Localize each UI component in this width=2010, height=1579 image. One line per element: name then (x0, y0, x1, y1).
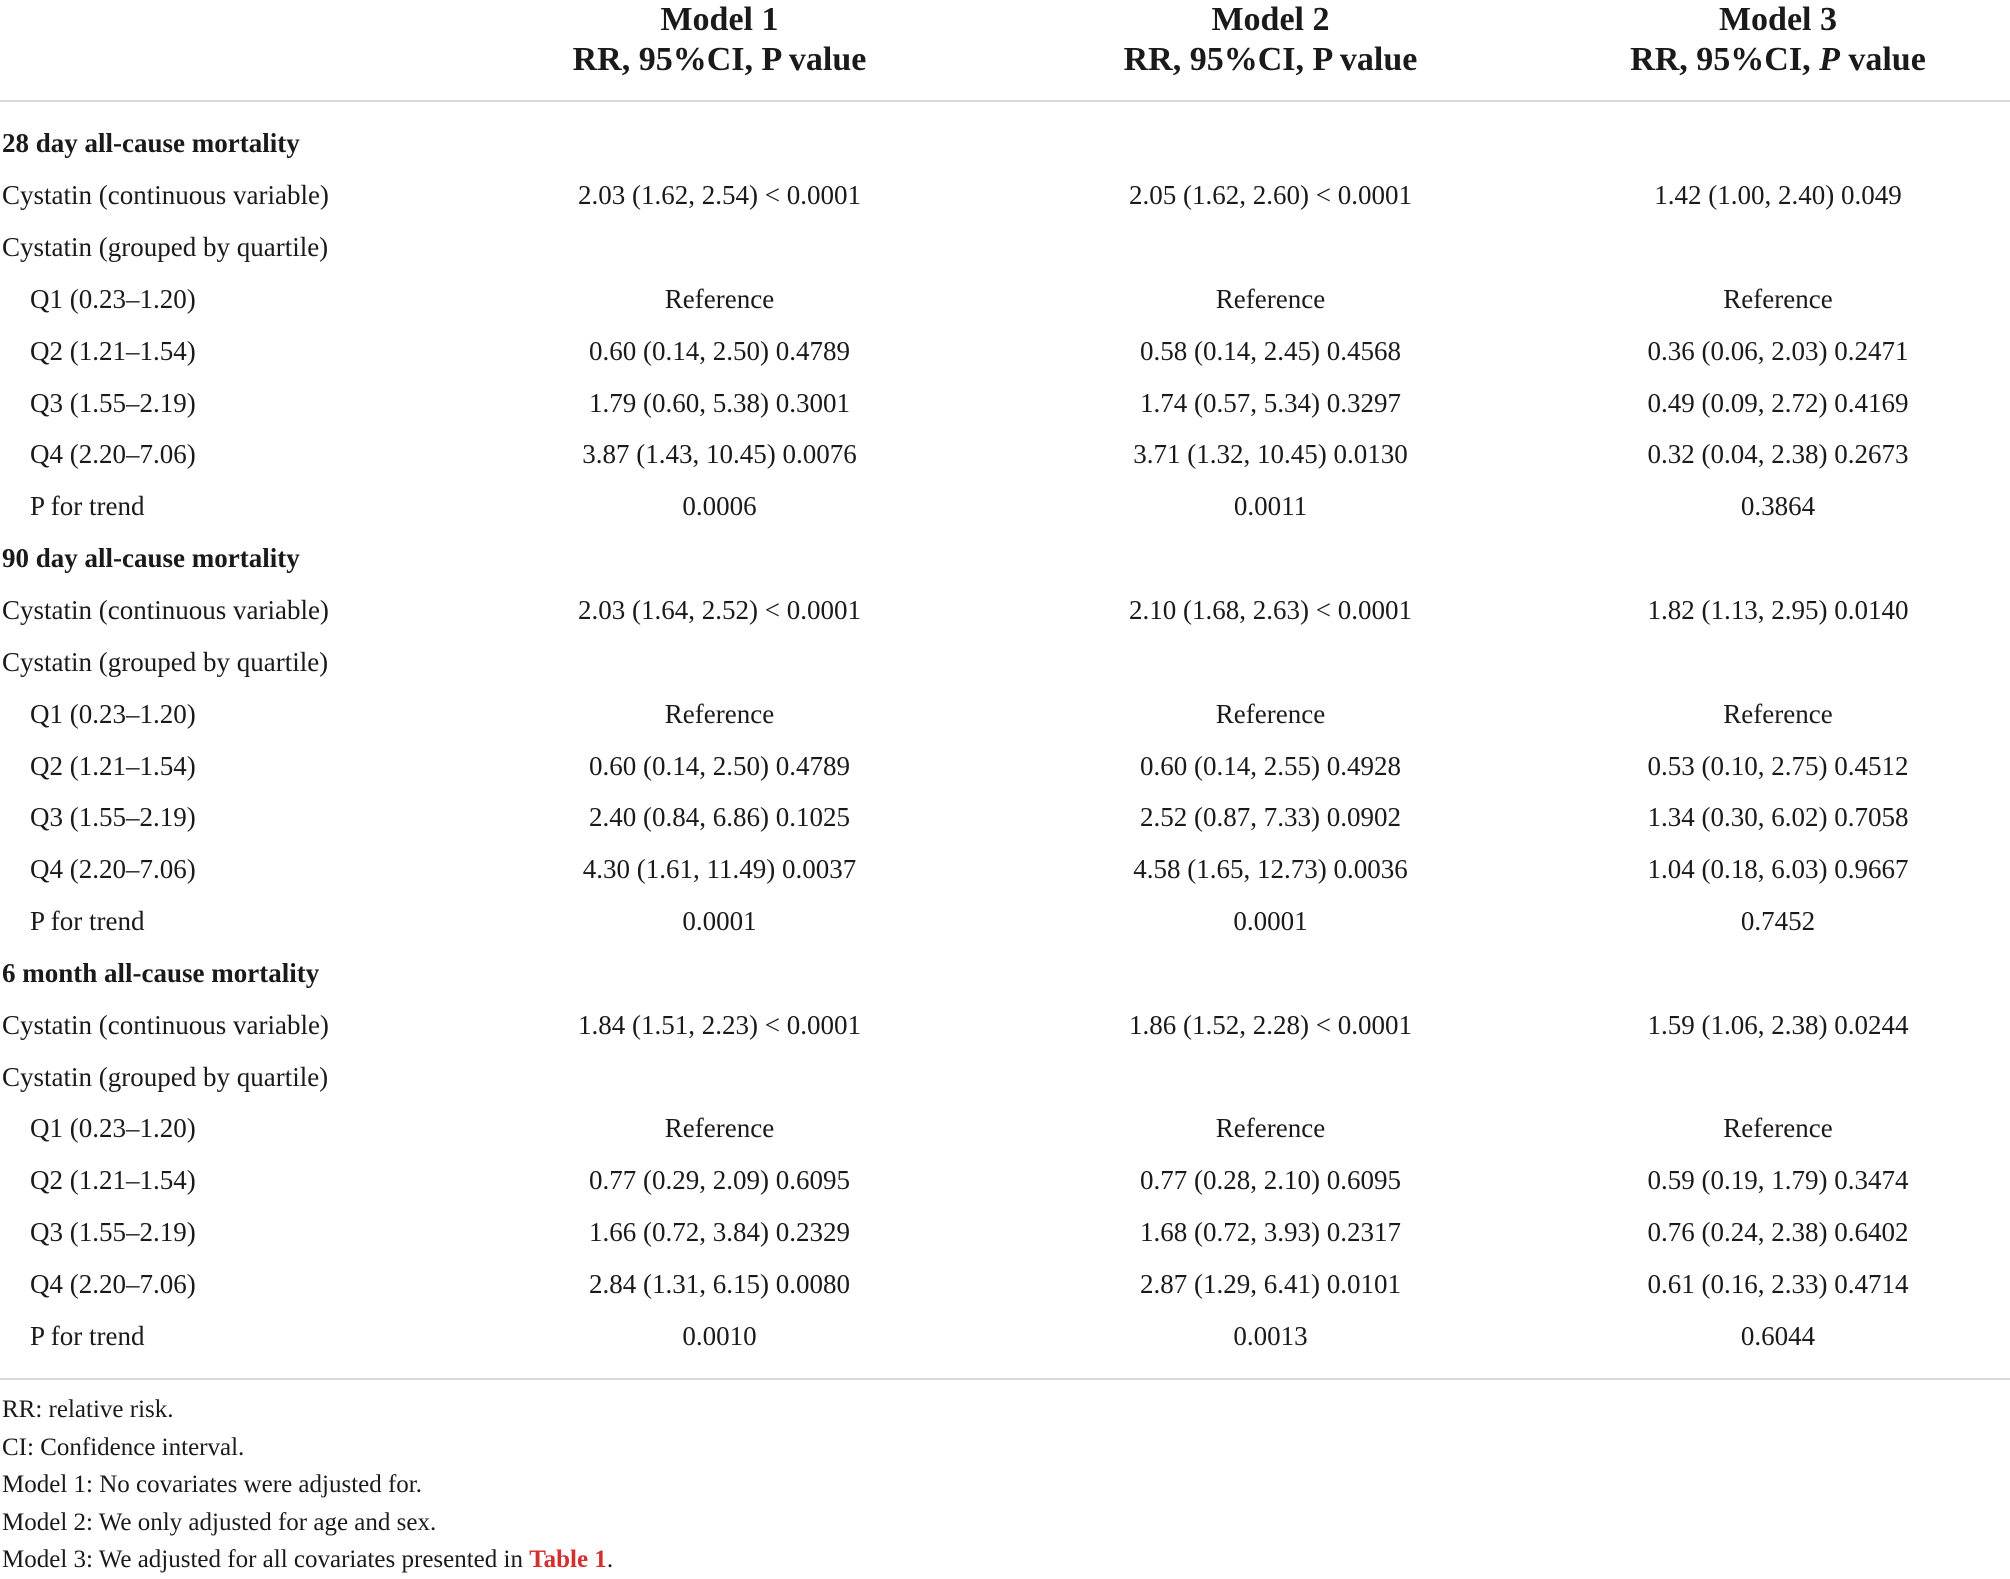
model-1-value: 1.66 (0.72, 3.84) 0.2329 (589, 1217, 850, 1248)
model-2-value: 0.60 (0.14, 2.55) 0.4928 (1140, 750, 1401, 781)
model-3-value: 1.59 (1.06, 2.38) 0.0244 (1647, 1009, 1909, 1040)
model-1-value: 2.84 (1.31, 6.15) 0.0080 (589, 1268, 850, 1299)
footnotes (2, 1391, 613, 1579)
row-label: Q4 (2.20–7.06) (30, 854, 196, 885)
header-model-1 (444, 0, 995, 101)
table-row (0, 1310, 2010, 1362)
model-2-value: 1.68 (0.72, 3.93) 0.2317 (1140, 1217, 1401, 1248)
model-3-value (1546, 1051, 2010, 1103)
model-3-value: 1.82 (1.13, 2.95) 0.0140 (1647, 595, 1909, 626)
table-row (0, 636, 2010, 688)
section-spacer (0, 101, 2010, 118)
row-label: Cystatin (continuous variable) (2, 595, 329, 626)
table-row (0, 170, 2010, 222)
row-label: Q2 (1.21–1.54) (30, 335, 196, 366)
row-label: Q3 (1.55–2.19) (30, 802, 196, 833)
section-header-row (0, 118, 2010, 170)
model-2-value (995, 1051, 1546, 1103)
model-2-subtitle: RR, 95%CI, P value (1123, 41, 1418, 78)
table-row (0, 1207, 2010, 1259)
model-3-value: 0.53 (0.10, 2.75) 0.4512 (1647, 750, 1909, 781)
model-3-title: Model 3 (1718, 1, 1838, 38)
row-label: Q4 (2.20–7.06) (30, 1268, 196, 1299)
model-2-value: Reference (1215, 1113, 1326, 1144)
section-title: 90 day all-cause mortality (2, 543, 300, 574)
table-row (0, 792, 2010, 844)
table-row (0, 999, 2010, 1051)
model-3-value: Reference (1723, 283, 1833, 314)
row-label: Q2 (1.21–1.54) (30, 1165, 196, 1196)
header-model-3 (1546, 0, 2010, 101)
model-3-value: 0.3864 (1740, 491, 1816, 522)
model-1-value: 4.30 (1.61, 11.49) 0.0037 (582, 854, 857, 885)
footer-divider (0, 1378, 2010, 1380)
table-row (0, 1051, 2010, 1103)
model-3-value (1546, 636, 2010, 688)
model-3-value: Reference (1723, 698, 1833, 729)
header-row-label (0, 0, 444, 101)
model-2-value: Reference (1215, 698, 1326, 729)
table-row (0, 325, 2010, 377)
table-row (0, 274, 2010, 326)
model-1-title: Model 1 (660, 1, 779, 38)
spacer-cell (0, 101, 2010, 118)
model-2-value: 3.71 (1.32, 10.45) 0.0130 (1133, 439, 1408, 470)
model-3-value: 1.42 (1.00, 2.40) 0.049 (1654, 180, 1902, 211)
model-3-subtitle-suffix: value (1839, 41, 1926, 78)
row-label: Cystatin (continuous variable) (2, 1009, 329, 1040)
section-header-row (0, 948, 2010, 1000)
model-1-value: 0.0001 (682, 906, 757, 937)
row-label: Q3 (1.55–2.19) (30, 387, 196, 418)
model-2-title: Model 2 (1211, 1, 1330, 38)
row-label: P for trend (30, 1320, 145, 1351)
table-row (0, 688, 2010, 740)
model-1-value: 0.77 (0.29, 2.09) 0.6095 (589, 1165, 850, 1196)
model-2-value: 0.0001 (1233, 906, 1308, 937)
footnote-model-3-text: Model 3: We adjusted for all covariates presented in (2, 1546, 530, 1573)
model-2-value: 0.58 (0.14, 2.45) 0.4568 (1140, 335, 1401, 366)
model-1-value: 2.40 (0.84, 6.86) 0.1025 (589, 802, 850, 833)
model-3-value: 0.7452 (1740, 906, 1816, 937)
footnote-model-1: Model 1: No covariates were adjusted for. (2, 1471, 423, 1498)
footnote-rr: RR: relative risk. (2, 1396, 174, 1423)
model-3-value: 1.34 (0.30, 6.02) 0.7058 (1647, 802, 1909, 833)
model-1-value (444, 636, 995, 688)
model-3-subtitle-p: P (1819, 41, 1840, 78)
header-model-2 (995, 0, 1546, 101)
model-1-value: 1.84 (1.51, 2.23) < 0.0001 (578, 1009, 861, 1040)
model-2-value: 2.05 (1.62, 2.60) < 0.0001 (1129, 180, 1412, 211)
model-2-value: 2.87 (1.29, 6.41) 0.0101 (1140, 1268, 1401, 1299)
model-1-value: 3.87 (1.43, 10.45) 0.0076 (582, 439, 857, 470)
model-2-value: 0.0013 (1233, 1320, 1308, 1351)
model-3-value: 0.59 (0.19, 1.79) 0.3474 (1647, 1165, 1909, 1196)
section-header-row (0, 533, 2010, 585)
table-row (0, 222, 2010, 274)
model-2-value: 1.74 (0.57, 5.34) 0.3297 (1140, 387, 1401, 418)
table-header (0, 0, 2010, 101)
row-label: Cystatin (grouped by quartile) (2, 1061, 329, 1092)
model-1-value: 2.03 (1.62, 2.54) < 0.0001 (578, 180, 861, 211)
table-row (0, 1155, 2010, 1207)
model-1-value: 1.79 (0.60, 5.38) 0.3001 (589, 387, 850, 418)
row-label: Q1 (0.23–1.20) (30, 283, 196, 314)
table-row (0, 740, 2010, 792)
model-2-value: 0.0011 (1233, 491, 1308, 522)
table-1-link[interactable]: Table 1 (529, 1546, 607, 1573)
table-row (0, 481, 2010, 533)
table-row (0, 844, 2010, 896)
row-label: Cystatin (grouped by quartile) (2, 232, 329, 263)
model-1-value: 2.03 (1.64, 2.52) < 0.0001 (578, 595, 861, 626)
model-3-value: 1.04 (0.18, 6.03) 0.9667 (1647, 854, 1909, 885)
table-row (0, 377, 2010, 429)
row-label: Q1 (0.23–1.20) (30, 698, 196, 729)
model-3-value: 0.76 (0.24, 2.38) 0.6402 (1647, 1217, 1909, 1248)
model-2-value: 4.58 (1.65, 12.73) 0.0036 (1133, 854, 1408, 885)
table-row (0, 1103, 2010, 1155)
row-label: Q2 (1.21–1.54) (30, 750, 196, 781)
model-1-value: Reference (664, 1113, 775, 1144)
model-3-value: 0.32 (0.04, 2.38) 0.2673 (1647, 439, 1909, 470)
model-1-value: 0.60 (0.14, 2.50) 0.4789 (589, 335, 850, 366)
model-3-subtitle-prefix: RR, 95%CI, (1630, 41, 1820, 78)
model-3-value: Reference (1723, 1113, 1833, 1144)
model-2-value (995, 636, 1546, 688)
model-1-value: 0.60 (0.14, 2.50) 0.4789 (589, 750, 850, 781)
row-label: Cystatin (continuous variable) (2, 180, 329, 211)
table-row (0, 896, 2010, 948)
header-row (0, 0, 2010, 101)
model-1-value: 0.0006 (682, 491, 757, 522)
model-3-value: 0.36 (0.06, 2.03) 0.2471 (1647, 335, 1909, 366)
row-label: Q1 (0.23–1.20) (30, 1113, 196, 1144)
model-1-subtitle: RR, 95%CI, P value (572, 41, 867, 78)
model-3-value: 0.49 (0.09, 2.72) 0.4169 (1647, 387, 1909, 418)
section-title: 28 day all-cause mortality (2, 128, 300, 159)
model-1-value: Reference (664, 283, 775, 314)
model-3-value: 0.6044 (1740, 1320, 1816, 1351)
table-row (0, 585, 2010, 637)
table-row (0, 429, 2010, 481)
table-row (0, 1259, 2010, 1311)
model-3-value (1546, 222, 2010, 274)
model-1-value (444, 222, 995, 274)
row-label: Q4 (2.20–7.06) (30, 439, 196, 470)
model-2-value: Reference (1215, 283, 1326, 314)
model-3-value: 0.61 (0.16, 2.33) 0.4714 (1647, 1268, 1909, 1299)
model-1-value: Reference (664, 698, 775, 729)
footnote-model-3-suffix: . (606, 1546, 614, 1573)
row-label: Cystatin (grouped by quartile) (2, 646, 329, 677)
model-2-value: 1.86 (1.52, 2.28) < 0.0001 (1129, 1009, 1412, 1040)
model-2-value: 2.52 (0.87, 7.33) 0.0902 (1140, 802, 1401, 833)
footnote-model-2: Model 2: We only adjusted for age and sex. (2, 1508, 437, 1536)
model-2-value (995, 222, 1546, 274)
row-label: P for trend (30, 491, 145, 522)
model-2-value: 0.77 (0.28, 2.10) 0.6095 (1140, 1165, 1401, 1196)
footnote-model-3 (2, 1541, 613, 1579)
footnote-ci: CI: Confidence interval. (2, 1433, 245, 1461)
model-1-value (444, 1051, 995, 1103)
section-title: 6 month all-cause mortality (2, 957, 320, 988)
model-2-value: 2.10 (1.68, 2.63) < 0.0001 (1129, 595, 1412, 626)
table-body (0, 101, 2010, 1362)
row-label: P for trend (30, 906, 145, 937)
row-label: Q3 (1.55–2.19) (30, 1217, 196, 1248)
model-3-subtitle (1546, 40, 2010, 80)
model-1-value: 0.0010 (682, 1320, 757, 1351)
